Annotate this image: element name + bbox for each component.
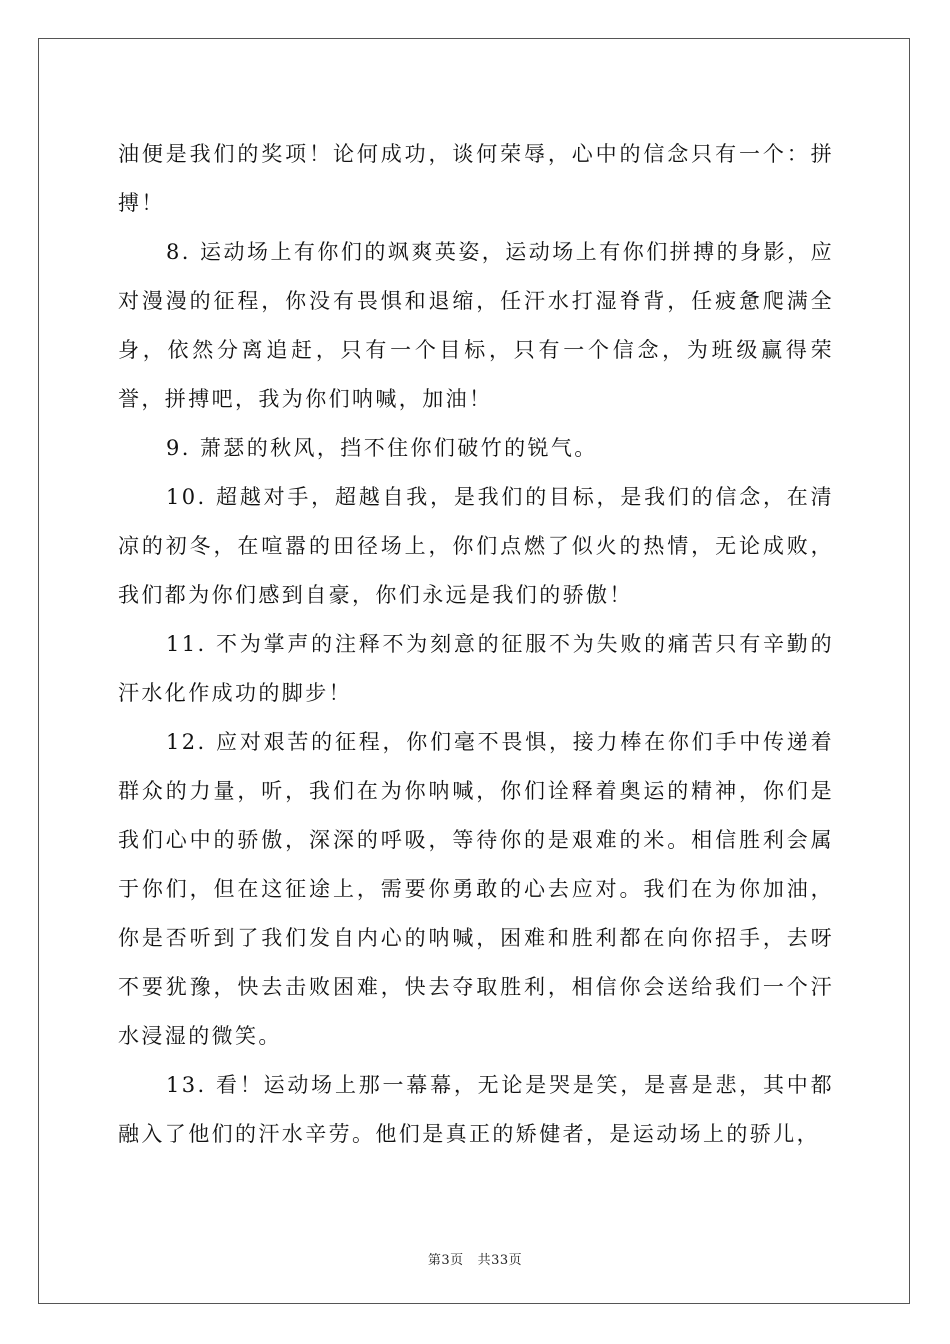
paragraph-13: 13. 看！运动场上那一幕幕，无论是哭是笑，是喜是悲，其中都融入了他们的汗水辛劳。他们是真正的矫健者，是运动场上的骄儿，	[118, 1073, 834, 1146]
paragraph-8: 8. 运动场上有你们的飒爽英姿，运动场上有你们拼搏的身影，应对漫漫的征程，你没有畏惧和退缩，任汗水打湿脊背，任疲惫爬满全身，依然分离追赶，只有一个目标，只有一个信念，为班级赢得荣誉，拼搏吧，我为你们呐喊，加油！	[118, 240, 834, 411]
paragraph-continuation: 油便是我们的奖项！论何成功，谈何荣辱，心中的信念只有一个：拼搏！	[118, 142, 834, 215]
page-footer	[0, 1249, 950, 1268]
paragraph-12: 12. 应对艰苦的征程，你们毫不畏惧，接力棒在你们手中传递着群众的力量，听，我们在为你呐喊，你们诠释着奥运的精神，你们是我们心中的骄傲，深深的呼吸，等待你的是艰难的米。相信胜利会属于你们，但在这征途上，需要你勇敢的心去应对。我们在为你加油，你是否听到了我们发自内心的呐喊，困难和胜利都在向你招手，去呀不要犹豫，快去击败困难，快去夺取胜利，相信你会送给我们一个汗水浸湿的微笑。	[118, 730, 834, 1048]
page-number: 第3页	[427, 1253, 464, 1268]
document-body	[118, 130, 834, 1159]
paragraph-9: 9. 萧瑟的秋风，挡不住你们破竹的锐气。	[166, 436, 598, 460]
page-total: 共33页	[477, 1253, 523, 1268]
paragraph-10: 10. 超越对手，超越自我，是我们的目标，是我们的信念，在清凉的初冬，在喧嚣的田径场上，你们点燃了似火的热情，无论成败，我们都为你们感到自豪，你们永远是我们的骄傲！	[118, 485, 834, 607]
paragraph-11: 11. 不为掌声的注释不为刻意的征服不为失败的痛苦只有辛勤的汗水化作成功的脚步！	[118, 632, 834, 705]
